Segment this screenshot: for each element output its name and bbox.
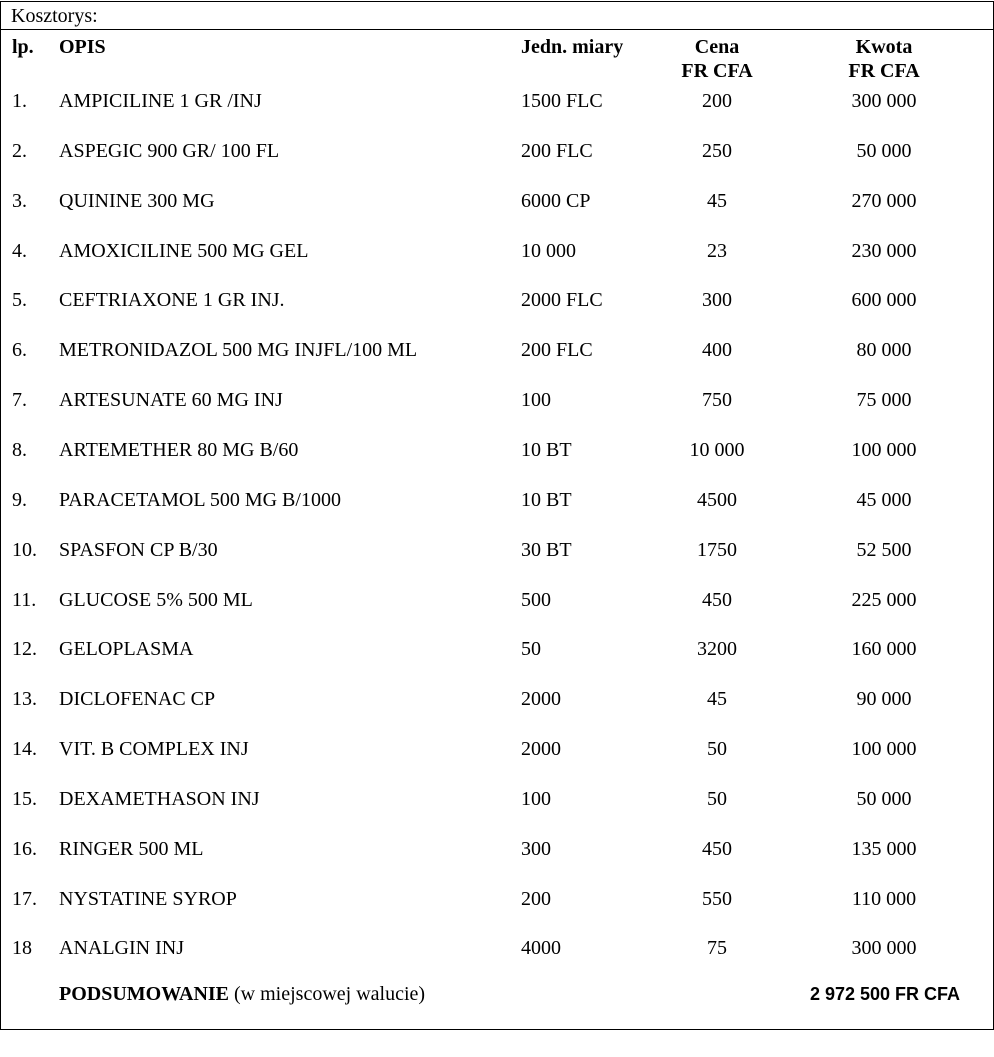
cell-description: PARACETAMOL 500 MG B/1000 <box>59 489 341 511</box>
cell-amount: 230 000 <box>851 240 917 262</box>
cell-unit: 4000 <box>521 937 561 959</box>
cell-unit: 2000 <box>521 688 561 710</box>
cell-price: 45 <box>707 688 727 710</box>
cell-amount: 270 000 <box>851 190 917 212</box>
cell-unit: 6000 CP <box>521 190 591 212</box>
cell-amount: 50 000 <box>856 140 912 162</box>
cell-amount: 100 000 <box>851 439 917 461</box>
summary-label <box>59 982 425 1006</box>
cell-unit: 100 <box>521 389 551 411</box>
cost-estimate-table <box>0 1 994 1030</box>
cell-price: 750 <box>702 389 732 411</box>
header-amount-line2: FR CFA <box>848 60 920 82</box>
cell-lp: 3. <box>12 190 27 212</box>
cell-description: ARTESUNATE 60 MG INJ <box>59 389 283 411</box>
cell-unit: 300 <box>521 838 551 860</box>
cell-lp: 12. <box>12 638 37 660</box>
cell-unit: 2000 FLC <box>521 289 603 311</box>
cell-price: 50 <box>707 738 727 760</box>
cell-description: GELOPLASMA <box>59 638 194 660</box>
cell-description: DICLOFENAC CP <box>59 688 216 710</box>
cell-description: RINGER 500 ML <box>59 838 204 860</box>
cell-unit: 200 <box>521 888 551 910</box>
cell-amount: 160 000 <box>851 638 917 660</box>
cell-lp: 7. <box>12 389 27 411</box>
summary-label-bold: PODSUMOWANIE <box>59 983 230 1005</box>
cell-description: ANALGIN INJ <box>59 937 184 959</box>
header-opis: OPIS <box>59 36 106 58</box>
cell-amount: 225 000 <box>851 589 917 611</box>
cell-unit: 50 <box>521 638 541 660</box>
cell-unit: 1500 FLC <box>521 90 603 112</box>
cell-description: AMPICILINE 1 GR /INJ <box>59 90 262 112</box>
header-lp: lp. <box>12 36 34 58</box>
cell-unit: 2000 <box>521 738 561 760</box>
cell-amount: 600 000 <box>851 289 917 311</box>
cell-amount: 300 000 <box>851 90 917 112</box>
cell-description: GLUCOSE 5% 500 ML <box>59 589 253 611</box>
cell-lp: 1. <box>12 90 27 112</box>
cell-description: NYSTATINE SYROP <box>59 888 237 910</box>
cell-unit: 10 BT <box>521 439 572 461</box>
cell-lp: 2. <box>12 140 27 162</box>
cell-amount: 50 000 <box>856 788 912 810</box>
summary-label-note: (w miejscowej walucie) <box>229 983 426 1005</box>
cell-description: SPASFON CP B/30 <box>59 539 218 561</box>
cell-price: 75 <box>707 937 727 959</box>
cell-amount: 100 000 <box>851 738 917 760</box>
cell-price: 400 <box>702 339 732 361</box>
cell-unit: 10 BT <box>521 489 572 511</box>
cell-description: VIT. B COMPLEX INJ <box>59 738 249 760</box>
cell-price: 45 <box>707 190 727 212</box>
cell-unit: 10 000 <box>521 240 576 262</box>
cell-unit: 500 <box>521 589 551 611</box>
table-title-row <box>1 2 993 30</box>
cell-price: 23 <box>707 240 727 262</box>
cell-lp: 14. <box>12 738 37 760</box>
cell-description: ARTEMETHER 80 MG B/60 <box>59 439 299 461</box>
cell-lp: 8. <box>12 439 27 461</box>
cell-unit: 200 FLC <box>521 140 593 162</box>
cell-price: 3200 <box>697 638 737 660</box>
cell-unit: 200 FLC <box>521 339 593 361</box>
cell-lp: 4. <box>12 240 27 262</box>
header-price-line1: Cena <box>694 36 740 58</box>
header-price-line2: FR CFA <box>681 60 753 82</box>
cell-price: 450 <box>702 589 732 611</box>
cell-price: 250 <box>702 140 732 162</box>
header-unit: Jedn. miary <box>521 36 624 58</box>
cell-price: 1750 <box>697 539 737 561</box>
cell-price: 10 000 <box>689 439 745 461</box>
cell-lp: 13. <box>12 688 37 710</box>
table-title: Kosztorys: <box>11 5 98 27</box>
cell-lp: 16. <box>12 838 37 860</box>
cell-price: 300 <box>702 289 732 311</box>
cell-price: 4500 <box>697 489 737 511</box>
cell-price: 200 <box>702 90 732 112</box>
cell-amount: 110 000 <box>851 888 917 910</box>
cell-description: CEFTRIAXONE 1 GR INJ. <box>59 289 285 311</box>
cell-amount: 45 000 <box>856 489 912 511</box>
cell-lp: 15. <box>12 788 37 810</box>
cell-lp: 10. <box>12 539 37 561</box>
cell-description: METRONIDAZOL 500 MG INJFL/100 ML <box>59 339 418 361</box>
cell-lp: 5. <box>12 289 27 311</box>
summary-total: 2 972 500 FR CFA <box>809 984 961 1004</box>
cell-price: 50 <box>707 788 727 810</box>
header-amount-line1: Kwota <box>855 36 913 58</box>
cell-description: DEXAMETHASON INJ <box>59 788 260 810</box>
cell-price: 550 <box>702 888 732 910</box>
cell-unit: 100 <box>521 788 551 810</box>
cell-amount: 135 000 <box>851 838 917 860</box>
cell-lp: 6. <box>12 339 27 361</box>
cell-amount: 52 500 <box>856 539 912 561</box>
cell-lp: 9. <box>12 489 27 511</box>
cell-amount: 90 000 <box>856 688 912 710</box>
cell-amount: 300 000 <box>851 937 917 959</box>
cell-amount: 75 000 <box>856 389 912 411</box>
cell-lp: 17. <box>12 888 37 910</box>
cell-lp: 11. <box>12 589 37 611</box>
cell-price: 450 <box>702 838 732 860</box>
cell-lp: 18 <box>12 937 32 959</box>
cell-amount: 80 000 <box>856 339 912 361</box>
cell-description: ASPEGIC 900 GR/ 100 FL <box>59 140 280 162</box>
cell-description: QUININE 300 MG <box>59 190 215 212</box>
cell-unit: 30 BT <box>521 539 572 561</box>
cell-description: AMOXICILINE 500 MG GEL <box>59 240 309 262</box>
